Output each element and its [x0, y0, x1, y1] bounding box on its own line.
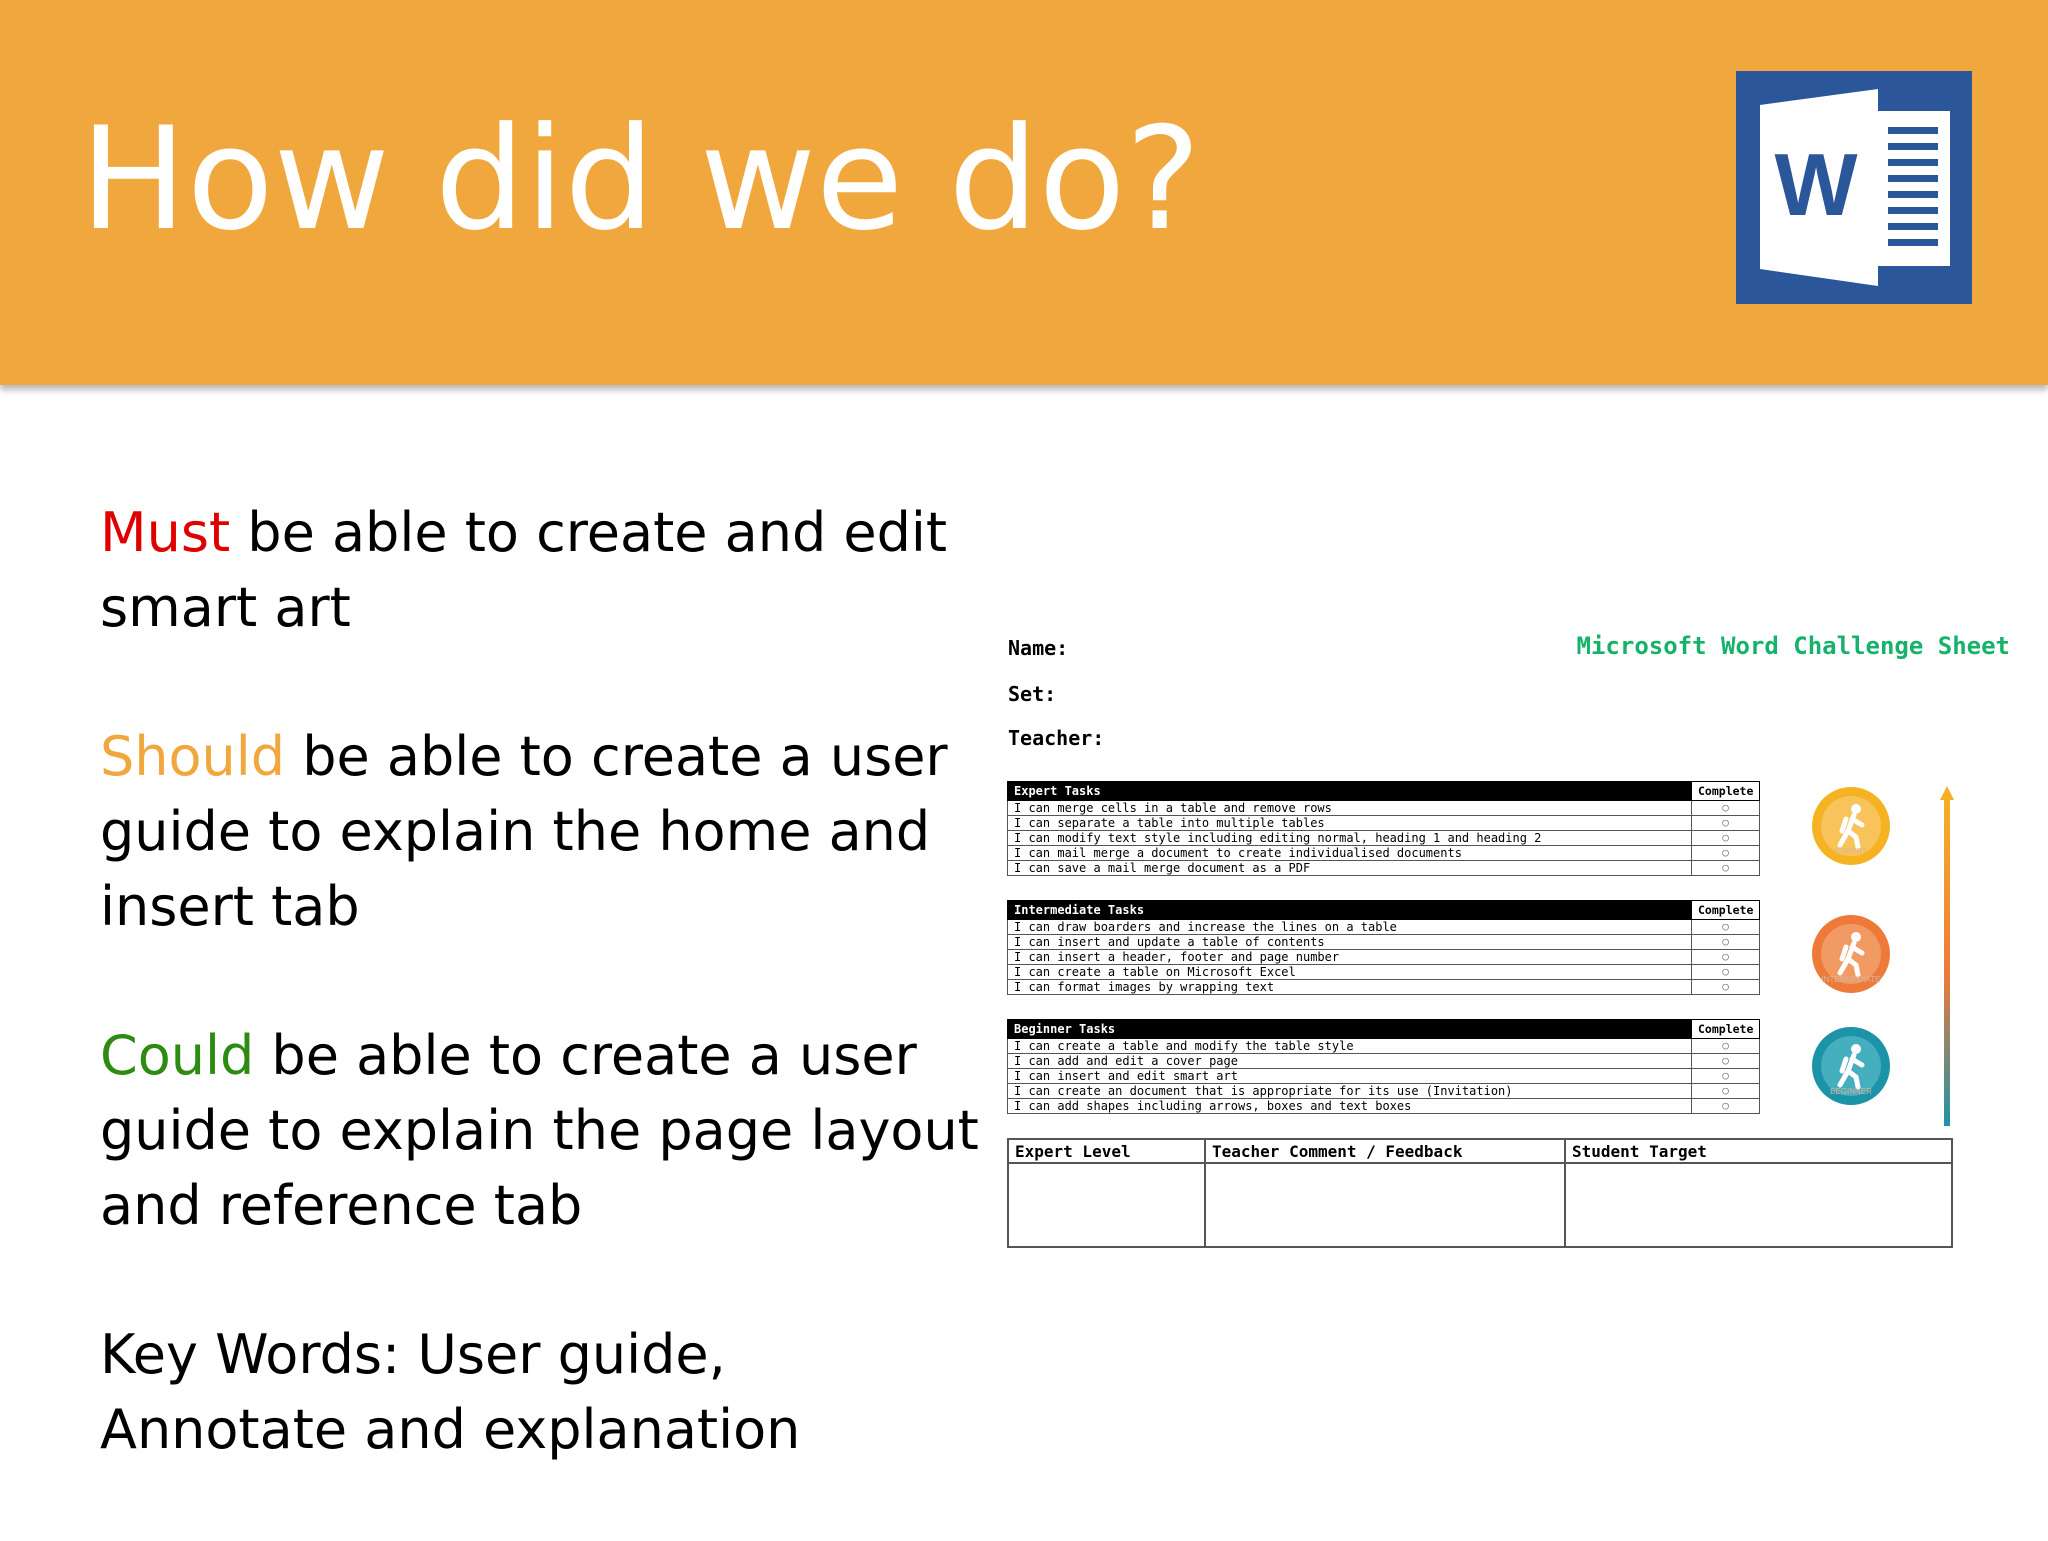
objective-must: [100, 495, 980, 645]
table-row: [1008, 1099, 1760, 1114]
objective-keyword: Could: [100, 1024, 255, 1087]
feedback-cell: [1565, 1163, 1952, 1247]
objective-text: be able to create a user guide to explain the page layout and reference tab: [100, 1024, 979, 1237]
beginner-tasks-table: [1007, 1019, 1760, 1114]
task-text: I can draw boarders and increase the lines on a table: [1008, 920, 1692, 935]
progress-arrow-icon: [1940, 786, 1954, 1126]
checkbox-circle-icon: ○: [1692, 1069, 1760, 1084]
checkbox-circle-icon: ○: [1692, 1099, 1760, 1114]
expert-tasks-table: [1007, 781, 1760, 876]
objective-could: [100, 1018, 980, 1243]
table-row: [1008, 801, 1760, 816]
table-row: [1008, 950, 1760, 965]
complete-header: Complete: [1692, 782, 1760, 801]
table-row: [1008, 935, 1760, 950]
objective-should: [100, 719, 980, 944]
checkbox-circle-icon: ○: [1692, 1084, 1760, 1099]
table-row: [1008, 861, 1760, 876]
badge-label: EXPERT: [1835, 847, 1867, 856]
table-heading: Beginner Tasks: [1008, 1020, 1692, 1039]
feedback-header: Student Target: [1565, 1139, 1952, 1163]
objective-keyword: Should: [100, 725, 286, 788]
intermediate-tasks-table: [1007, 900, 1760, 995]
learning-objectives: [100, 495, 980, 1541]
table-row: [1008, 920, 1760, 935]
objective-keyword: Must: [100, 501, 231, 564]
task-text: I can insert and edit smart art: [1008, 1069, 1692, 1084]
checkbox-circle-icon: ○: [1692, 920, 1760, 935]
task-text: I can insert and update a table of contents: [1008, 935, 1692, 950]
task-text: I can merge cells in a table and remove rows: [1008, 801, 1692, 816]
task-text: I can create an document that is appropriate for its use (Invitation): [1008, 1084, 1692, 1099]
complete-header: Complete: [1692, 901, 1760, 920]
word-logo-letter: W: [1774, 135, 1858, 234]
checkbox-circle-icon: ○: [1692, 935, 1760, 950]
key-words: Key Words: User guide, Annotate and explanation: [100, 1323, 801, 1461]
task-text: I can format images by wrapping text: [1008, 980, 1692, 995]
challenge-sheet-image: [1000, 620, 2010, 1260]
table-heading: Intermediate Tasks: [1008, 901, 1692, 920]
task-text: I can modify text style including editing normal, heading 1 and heading 2: [1008, 831, 1692, 846]
feedback-cell: [1008, 1163, 1205, 1247]
feedback-table: [1007, 1138, 1953, 1248]
table-heading: Expert Tasks: [1008, 782, 1692, 801]
table-row: [1008, 816, 1760, 831]
task-text: I can mail merge a document to create individualised documents: [1008, 846, 1692, 861]
teacher-label: Teacher:: [1008, 726, 1105, 750]
task-text: I can save a mail merge document as a PDF: [1008, 861, 1692, 876]
table-row: [1008, 1054, 1760, 1069]
table-row: [1008, 980, 1760, 995]
checkbox-circle-icon: ○: [1692, 816, 1760, 831]
feedback-header: Expert Level: [1008, 1139, 1205, 1163]
set-label: Set:: [1008, 682, 1057, 706]
task-text: I can create a table and modify the table style: [1008, 1039, 1692, 1054]
microsoft-word-icon: [1736, 71, 1972, 304]
name-label: Name:: [1008, 636, 1069, 660]
complete-header: Complete: [1692, 1020, 1760, 1039]
table-row: [1008, 965, 1760, 980]
feedback-cell: [1205, 1163, 1565, 1247]
badge-label: BEGINNER: [1830, 1087, 1872, 1096]
checkbox-circle-icon: ○: [1692, 980, 1760, 995]
table-row: [1008, 846, 1760, 861]
table-row: [1008, 1069, 1760, 1084]
badge-label: INTERMEDIATE: [1821, 975, 1881, 984]
checkbox-circle-icon: ○: [1692, 846, 1760, 861]
task-text: I can add and edit a cover page: [1008, 1054, 1692, 1069]
task-text: I can separate a table into multiple tables: [1008, 816, 1692, 831]
task-text: I can add shapes including arrows, boxes and text boxes: [1008, 1099, 1692, 1114]
checkbox-circle-icon: ○: [1692, 801, 1760, 816]
checkbox-circle-icon: ○: [1692, 965, 1760, 980]
feedback-header: Teacher Comment / Feedback: [1205, 1139, 1565, 1163]
checkbox-circle-icon: ○: [1692, 831, 1760, 846]
checkbox-circle-icon: ○: [1692, 1039, 1760, 1054]
checkbox-circle-icon: ○: [1692, 950, 1760, 965]
sheet-title: Microsoft Word Challenge Sheet: [1576, 632, 2010, 660]
task-text: I can insert a header, footer and page number: [1008, 950, 1692, 965]
table-row: [1008, 1084, 1760, 1099]
task-text: I can create a table on Microsoft Excel: [1008, 965, 1692, 980]
slide-title: How did we do?: [80, 97, 1201, 262]
table-row: [1008, 831, 1760, 846]
objective-text: be able to create a user guide to explain the home and insert tab: [100, 725, 948, 938]
checkbox-circle-icon: ○: [1692, 861, 1760, 876]
objective-text: be able to create and edit smart art: [100, 501, 948, 639]
table-row: [1008, 1039, 1760, 1054]
checkbox-circle-icon: ○: [1692, 1054, 1760, 1069]
